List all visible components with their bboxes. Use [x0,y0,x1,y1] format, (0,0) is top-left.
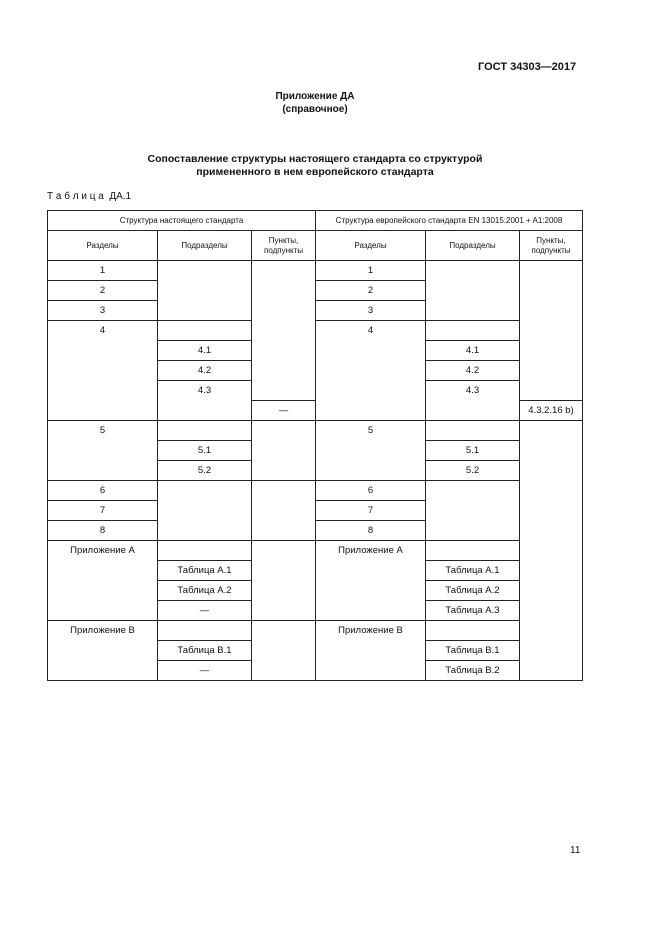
table-cell: 5.1 [426,441,520,461]
table-cell: Таблица А.2 [158,581,252,601]
table-cell: Приложение В [316,621,426,681]
table-cell [252,621,316,681]
table-cell: 4.3 [158,381,252,401]
table-cell: — [158,661,252,681]
table-cell [158,421,252,441]
table-cell: 6 [316,481,426,501]
table-cell [520,261,583,401]
table-cell: 2 [316,281,426,301]
table-cell: 5.2 [426,461,520,481]
table-cell [158,261,252,321]
table-cell [158,401,252,421]
table-cell: Таблица В.1 [158,641,252,661]
table-cell: 4.2 [426,361,520,381]
page-number: 11 [570,845,581,856]
table-cell [158,321,252,341]
table-cell [426,481,520,541]
table-cell: 1 [316,261,426,281]
table-cell [426,621,520,641]
table-cell [520,421,583,681]
document-id: ГОСТ 34303—2017 [478,61,577,73]
table-cell: 4.2 [158,361,252,381]
table-cell: 2 [48,281,158,301]
table-cell [158,621,252,641]
table-cell [252,481,316,541]
table-cell [426,261,520,321]
table-cell [426,401,520,421]
appendix-status: (справочное) [282,104,348,115]
table-cell: — [158,601,252,621]
group-header-current: Структура настоящего стандарта [48,211,316,231]
col-header-subsections: Подразделы [426,231,520,261]
table-caption: Т а б л и ц а ДА.1 [47,191,132,202]
table-cell: 7 [48,501,158,521]
table-cell: 4.1 [158,341,252,361]
col-header-subsections: Подразделы [158,231,252,261]
table-cell [158,481,252,541]
col-header-sections: Разделы [316,231,426,261]
appendix-title: Приложение ДА [275,91,355,102]
table-cell [158,541,252,561]
col-header-items-line1: Пункты, [268,235,299,245]
table-cell [426,421,520,441]
section-heading-line1: Сопоставление структуры настоящего стандарта со структурой [147,153,483,165]
col-header-items-line2: подпункты [531,245,571,255]
col-header-items [520,231,583,261]
table-cell [426,321,520,341]
table-cell: Приложение В [48,621,158,681]
table-cell: 5 [48,421,158,481]
table-cell: 1 [48,261,158,281]
table-cell: Таблица А.2 [426,581,520,601]
col-header-items-line1: Пункты, [536,235,566,245]
table-cell: 4.3 [426,381,520,401]
table-cell: 4 [316,321,426,421]
table-cell: 5.2 [158,461,252,481]
table-cell: 3 [316,301,426,321]
table-cell: Таблица А.3 [426,601,520,621]
col-header-items [252,231,316,261]
group-header-european: Структура европейского стандарта EN 13015:2001 + A1:2008 [316,211,583,231]
table-cell: Таблица А.1 [426,561,520,581]
table-cell: 3 [48,301,158,321]
table-cell: — [252,401,316,421]
table-cell: 4.1 [426,341,520,361]
table-cell: 4 [48,321,158,421]
table-cell [252,421,316,481]
col-header-items-line2: подпункты [263,245,304,255]
table-cell: 5 [316,421,426,481]
structure-comparison-table [47,210,583,681]
table-cell: 6 [48,481,158,501]
table-cell: 7 [316,501,426,521]
section-heading-line2: примененного в нем европейского стандарта [196,166,434,178]
table-cell [252,261,316,401]
table-cell: 8 [48,521,158,541]
table-cell: Приложение А [48,541,158,621]
table-cell: 8 [316,521,426,541]
table-cell: 5.1 [158,441,252,461]
table-cell: Таблица В.1 [426,641,520,661]
col-header-sections: Разделы [48,231,158,261]
table-cell [426,541,520,561]
table-cell [252,541,316,621]
table-cell: Таблица А.1 [158,561,252,581]
table-cell: Приложение А [316,541,426,621]
table-cell: 4.3.2.16 b) [520,401,583,421]
table-cell: Таблица В.2 [426,661,520,681]
